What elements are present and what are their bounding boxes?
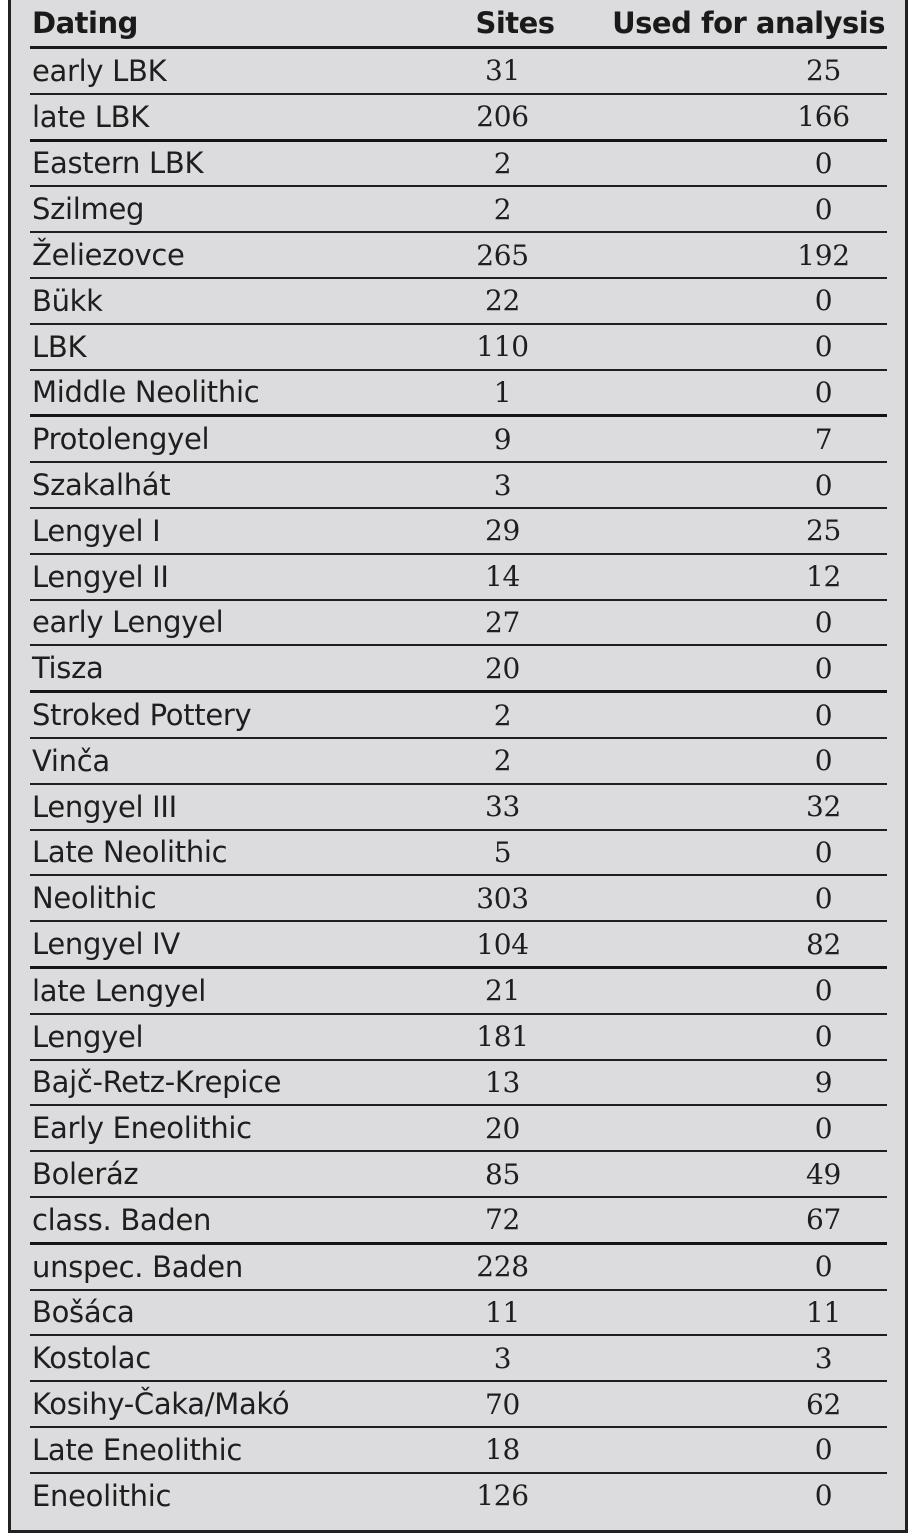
cell-dating: Neolithic — [30, 875, 400, 921]
table-row — [30, 554, 887, 600]
cell-dating: unspec. Baden — [30, 1243, 400, 1289]
cell-used-for-analysis: 25 — [560, 508, 887, 554]
table-row — [30, 278, 887, 324]
cell-used-for-analysis: 0 — [560, 967, 887, 1013]
cell-used-for-analysis: 12 — [560, 554, 887, 600]
cell-sites: 18 — [400, 1427, 560, 1473]
table-row — [30, 462, 887, 508]
cell-used-for-analysis: 82 — [560, 921, 887, 967]
cell-dating: LBK — [30, 324, 400, 370]
cell-sites: 27 — [400, 600, 560, 646]
cell-sites: 11 — [400, 1290, 560, 1336]
cell-sites: 2 — [400, 738, 560, 784]
table-row — [30, 1197, 887, 1243]
table-row — [30, 1014, 887, 1060]
cell-sites: 33 — [400, 784, 560, 830]
cell-used-for-analysis: 62 — [560, 1381, 887, 1427]
column-header-used-for-analysis: Used for analysis — [560, 0, 887, 48]
cell-sites: 20 — [400, 1105, 560, 1151]
table-row — [30, 1105, 887, 1151]
cell-dating: Szilmeg — [30, 186, 400, 232]
cell-sites: 110 — [400, 324, 560, 370]
cell-dating: Lengyel III — [30, 784, 400, 830]
cell-sites: 31 — [400, 48, 560, 94]
table-row — [30, 508, 887, 554]
cell-dating: Lengyel — [30, 1014, 400, 1060]
cell-sites: 181 — [400, 1014, 560, 1060]
cell-dating: Lengyel II — [30, 554, 400, 600]
table-row — [30, 875, 887, 921]
cell-used-for-analysis: 67 — [560, 1197, 887, 1243]
cell-dating: early LBK — [30, 48, 400, 94]
column-header-dating: Dating — [30, 0, 400, 48]
table-row — [30, 692, 887, 738]
cell-used-for-analysis: 0 — [560, 462, 887, 508]
cell-dating: Early Eneolithic — [30, 1105, 400, 1151]
cell-sites: 126 — [476, 1479, 529, 1513]
cell-dating: Middle Neolithic — [30, 370, 400, 416]
cell-dating: Protolengyel — [30, 416, 400, 462]
cell-used-for-analysis: 0 — [560, 278, 887, 324]
cell-used-for-analysis: 0 — [560, 186, 887, 232]
cell-dating: Late Eneolithic — [30, 1427, 400, 1473]
cell-sites: 104 — [400, 921, 560, 967]
table-row — [30, 1473, 887, 1518]
cell-dating: Bajč-Retz-Krepice — [30, 1060, 400, 1106]
dating-sites-table — [30, 0, 887, 1518]
table-row — [30, 370, 887, 416]
cell-used-for-analysis: 0 — [560, 324, 887, 370]
cell-used-for-analysis: 0 — [560, 875, 887, 921]
table-row — [30, 830, 887, 876]
cell-used-for-analysis: 25 — [560, 48, 887, 94]
table-row — [30, 738, 887, 784]
cell-used-for-analysis: 0 — [560, 1014, 887, 1060]
cell-dating: Stroked Pottery — [30, 692, 400, 738]
table-body — [30, 48, 887, 1518]
cell-dating: Bošáca — [30, 1290, 400, 1336]
cell-dating: Boleráz — [30, 1151, 400, 1197]
cell-sites: 22 — [400, 278, 560, 324]
table-row — [30, 1427, 887, 1473]
table-row — [30, 48, 887, 94]
cell-sites: 303 — [400, 875, 560, 921]
cell-sites: 2 — [400, 186, 560, 232]
table-row — [30, 921, 887, 967]
cell-dating: Eastern LBK — [30, 140, 400, 186]
cell-dating: late LBK — [30, 94, 400, 140]
cell-sites: 3 — [400, 462, 560, 508]
cell-used-for-analysis: 0 — [560, 645, 887, 691]
cell-dating: Szakalhát — [30, 462, 400, 508]
table-row — [30, 94, 887, 140]
cell-dating: Lengyel IV — [30, 921, 400, 967]
table-row — [30, 232, 887, 278]
cell-sites: 70 — [400, 1381, 560, 1427]
cell-sites: 5 — [400, 830, 560, 876]
table-frame — [8, 0, 908, 1533]
cell-dating: late Lengyel — [30, 967, 400, 1013]
cell-sites: 14 — [400, 554, 560, 600]
cell-sites: 265 — [400, 232, 560, 278]
cell-used-for-analysis: 0 — [560, 1243, 887, 1289]
cell-used-for-analysis: 3 — [560, 1335, 887, 1381]
cell-dating: Kosihy-Čaka/Makó — [30, 1381, 400, 1427]
cell-used-for-analysis: 0 — [814, 1479, 833, 1513]
cell-sites: 20 — [400, 645, 560, 691]
column-header-sites: Sites — [400, 0, 560, 48]
table-header-row — [30, 0, 887, 48]
cell-sites: 2 — [400, 140, 560, 186]
table-row — [30, 1335, 887, 1381]
cell-sites: 206 — [400, 94, 560, 140]
cell-used-for-analysis: 7 — [560, 416, 887, 462]
cell-sites: 9 — [400, 416, 560, 462]
cell-dating: early Lengyel — [30, 600, 400, 646]
cell-dating: Late Neolithic — [30, 830, 400, 876]
cell-dating: Vinča — [30, 738, 400, 784]
cell-used-for-analysis: 0 — [560, 830, 887, 876]
cell-used-for-analysis: 192 — [560, 232, 887, 278]
cell-used-for-analysis: 0 — [560, 370, 887, 416]
cell-dating: Tisza — [30, 645, 400, 691]
table-row — [30, 1381, 887, 1427]
cell-sites: 228 — [400, 1243, 560, 1289]
cell-sites: 1 — [400, 370, 560, 416]
table-row — [30, 600, 887, 646]
table-row — [30, 416, 887, 462]
cell-used-for-analysis: 0 — [560, 692, 887, 738]
table-row — [30, 967, 887, 1013]
cell-used-for-analysis: 0 — [560, 1427, 887, 1473]
cell-dating: Eneolithic — [32, 1478, 172, 1513]
cell-dating: Lengyel I — [30, 508, 400, 554]
cell-dating: Bükk — [30, 278, 400, 324]
cell-used-for-analysis: 0 — [560, 738, 887, 784]
table-row — [30, 324, 887, 370]
cell-sites: 13 — [400, 1060, 560, 1106]
cell-sites: 29 — [400, 508, 560, 554]
table-row — [30, 140, 887, 186]
cell-dating: class. Baden — [30, 1197, 400, 1243]
cell-used-for-analysis: 0 — [560, 1105, 887, 1151]
cell-used-for-analysis: 0 — [560, 140, 887, 186]
table-row — [30, 645, 887, 691]
table-row — [30, 186, 887, 232]
cell-dating: Kostolac — [30, 1335, 400, 1381]
cell-used-for-analysis: 166 — [560, 94, 887, 140]
cell-sites: 3 — [400, 1335, 560, 1381]
table-row — [30, 1290, 887, 1336]
cell-used-for-analysis: 9 — [560, 1060, 887, 1106]
cell-dating: Želiezovce — [30, 232, 400, 278]
cell-used-for-analysis: 0 — [560, 600, 887, 646]
table-row — [30, 1060, 887, 1106]
table-row — [30, 1243, 887, 1289]
cell-sites: 21 — [400, 967, 560, 1013]
cell-sites: 72 — [400, 1197, 560, 1243]
table-row — [30, 1151, 887, 1197]
cell-used-for-analysis: 32 — [560, 784, 887, 830]
table-row — [30, 784, 887, 830]
cell-sites: 85 — [400, 1151, 560, 1197]
cell-sites: 2 — [400, 692, 560, 738]
cell-used-for-analysis: 11 — [560, 1290, 887, 1336]
cell-used-for-analysis: 49 — [560, 1151, 887, 1197]
